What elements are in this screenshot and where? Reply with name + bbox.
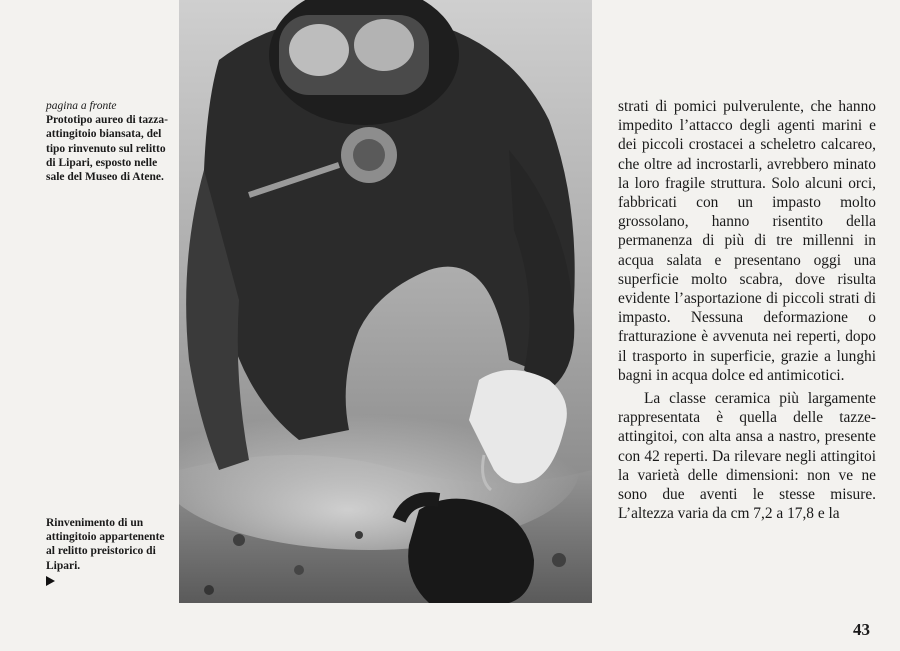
diver-photo <box>179 0 592 603</box>
paragraph-1: strati di pomici pulverulente, che hanno impedito l’attacco degli agenti marini e dei piccoli crostacei a scheletro calcareo, che oltre ad incrostarli, avrebbero minato la loro fragile struttura. Solo alcuni orci, fabbricati con un impasto molto grossolano, hanno risentito della permanenza di più di tre millenni in acqua salata e presentano oggi una superficie molto scabra, dove risulta evidente l’asportazione di piccoli strati di impasto. Nessuna deformazione o fratturazione è avvenuta nei reperti, dopo il trasporto in superficie, grazie a lunghi bagni in acqua dolce ed antimicotici. <box>618 98 876 384</box>
article-text <box>618 97 876 523</box>
caption-bottom-text: Rinvenimento di un attingitoio appartenente al relitto preistorico di Lipari. <box>46 517 165 572</box>
diver-photo-illustration <box>179 0 592 603</box>
caption-top-text: Prototipo aureo di tazza-attingitoio biansata, del tipo rinvenuto sul relitto di Lipari, esposto nelle sale del Museo di Atene. <box>46 114 168 184</box>
caption-top <box>46 99 174 184</box>
arrow-right-icon <box>46 576 55 586</box>
page-number: 43 <box>853 620 870 639</box>
paragraph-2: La classe ceramica più largamente rappresentata è quella delle tazze-attingitoi, con alta ansa a nastro, presente con 42 reperti. Da rilevare negli attingitoi la varietà delle dimensioni: non ve ne sono due aventi le stesse misure. L’altezza varia da cm 7,2 a 17,8 e la <box>618 390 876 523</box>
caption-kicker: pagina a fronte <box>46 100 117 112</box>
caption-bottom <box>46 516 174 586</box>
